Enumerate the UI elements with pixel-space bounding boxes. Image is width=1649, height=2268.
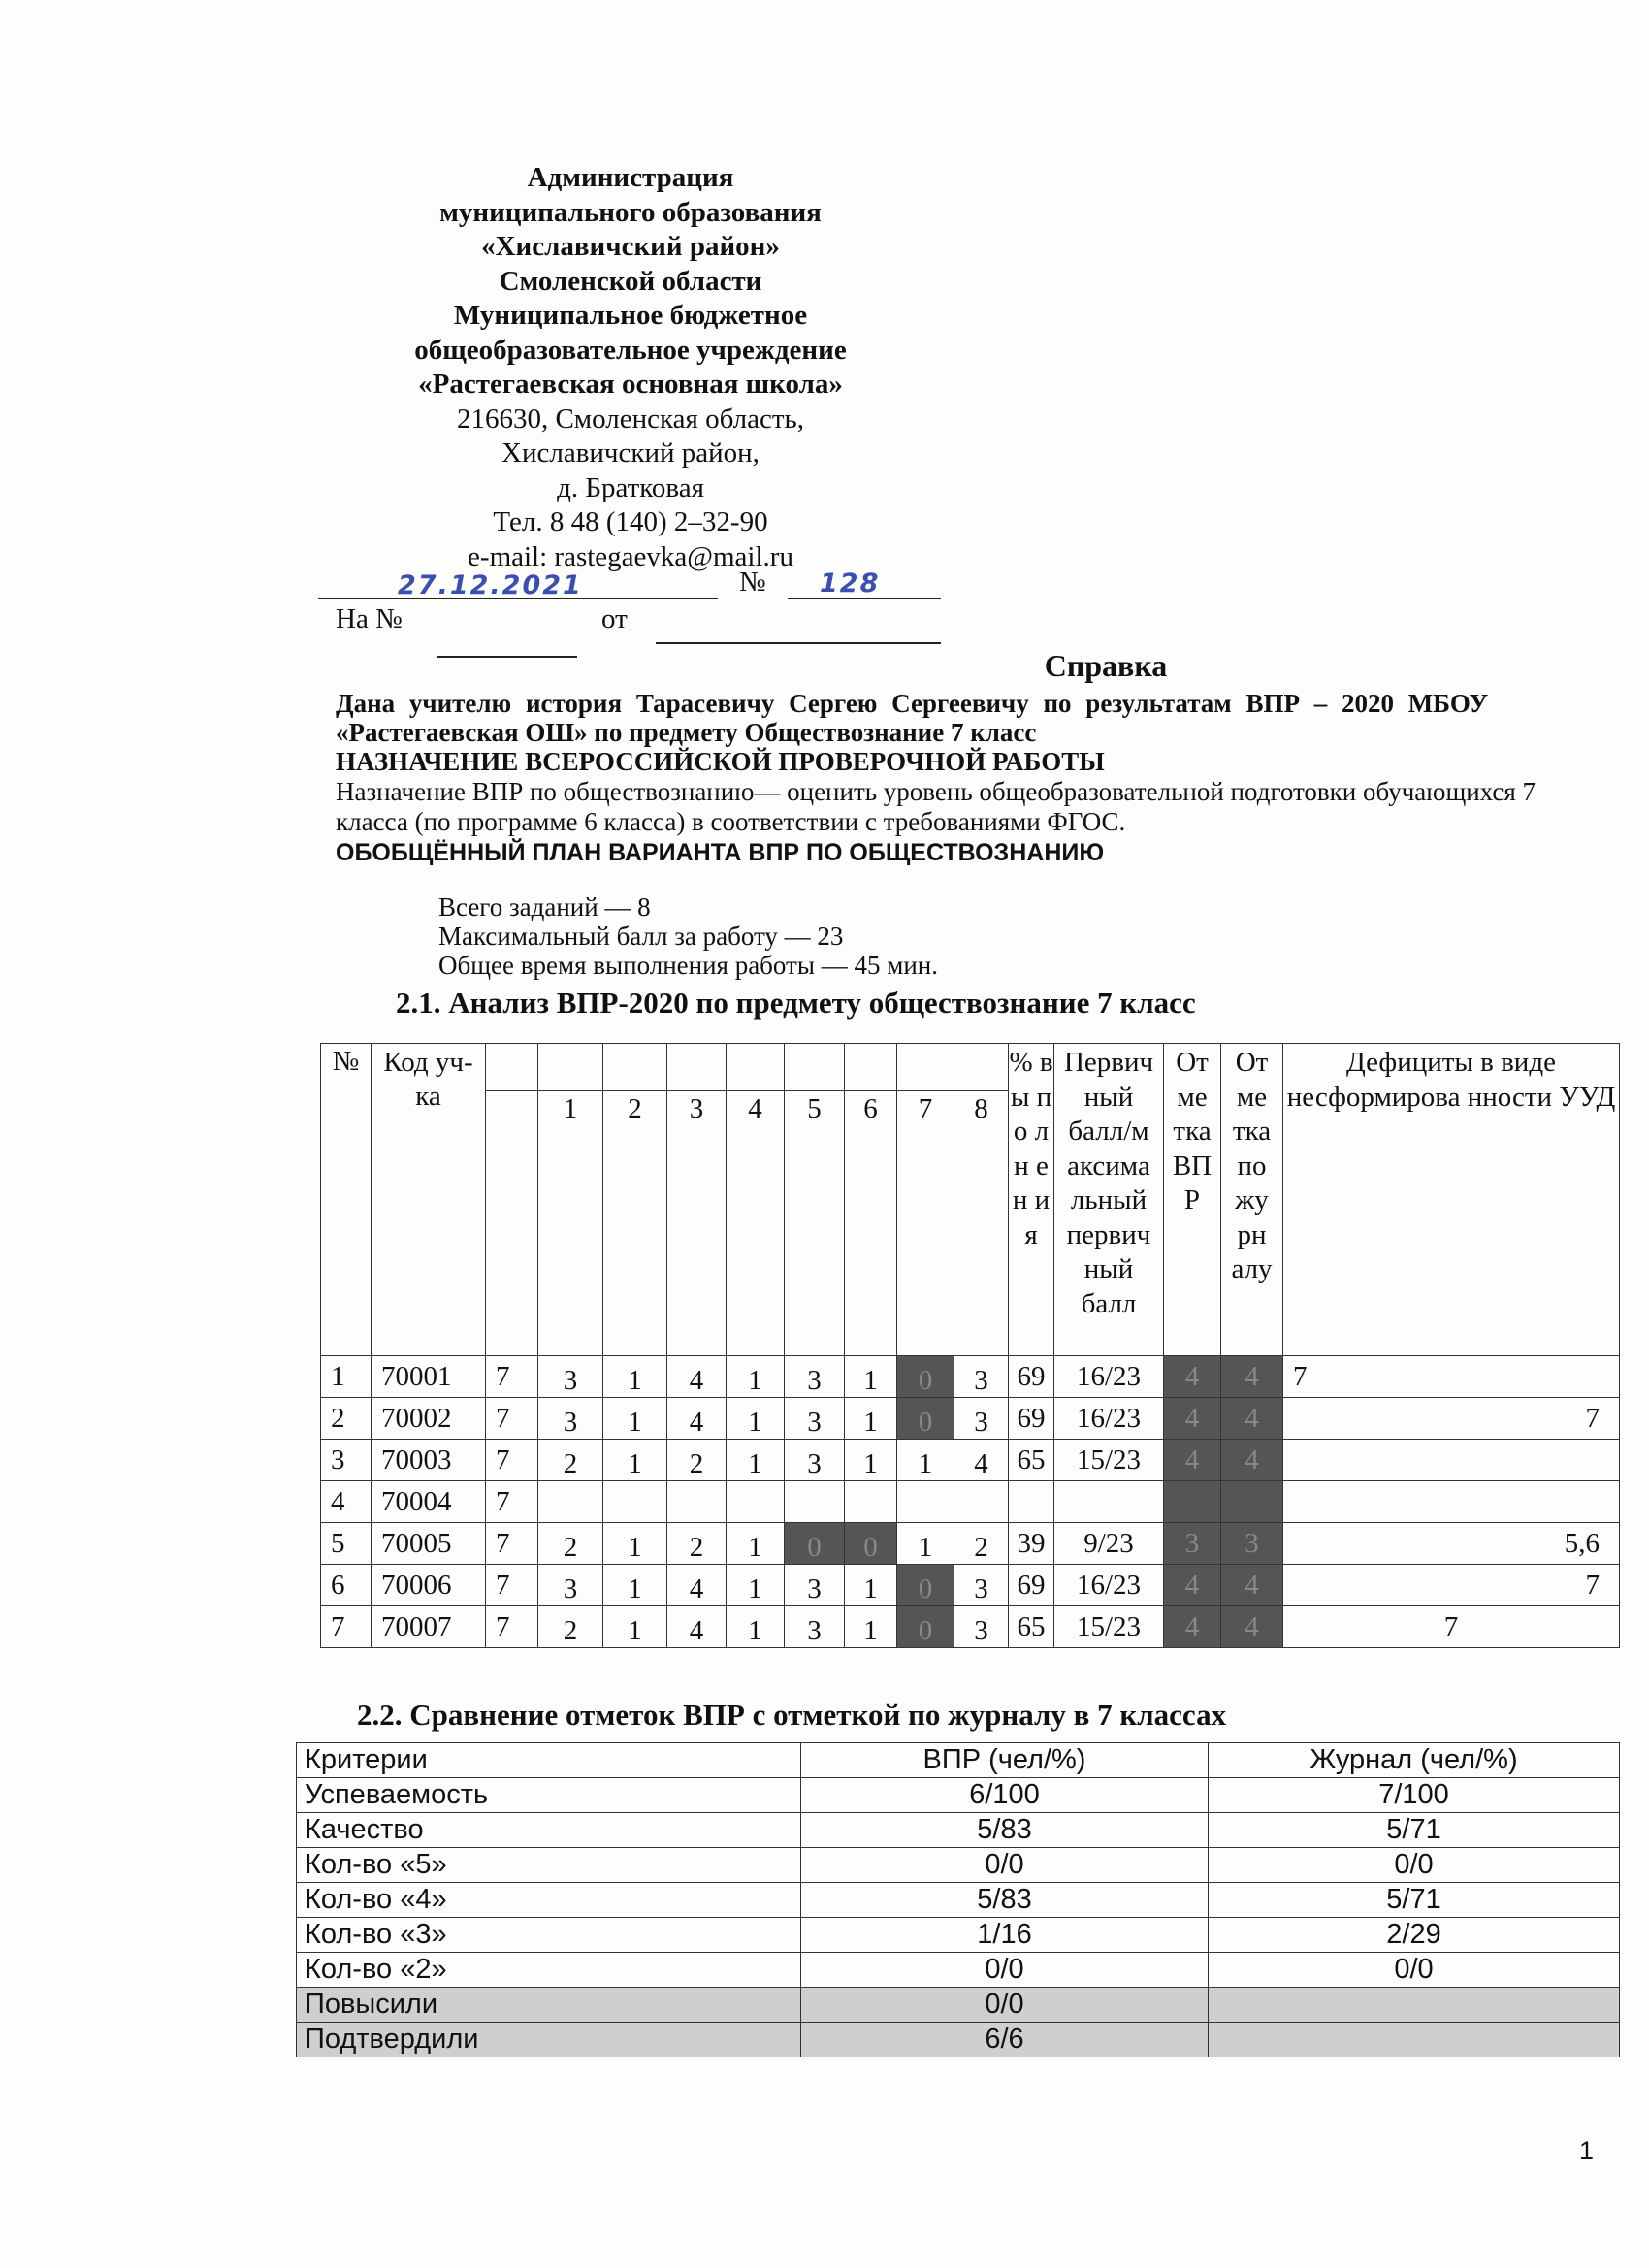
row-number-cell: 5 <box>321 1523 372 1565</box>
purpose-text: класса (по программе 6 класса) в соответствии с требованиями ФГОС. <box>336 807 1126 836</box>
class-cell: 7 <box>486 1356 538 1398</box>
col-deficits-header: Дефициты в виде несформирова нности УУД <box>1283 1044 1620 1356</box>
task-score-cell: 1 <box>845 1356 897 1398</box>
address-line: 216630, Смоленская область, <box>456 403 805 435</box>
vpr-value-cell: 6/6 <box>801 2023 1209 2057</box>
task-score-cell: 3 <box>785 1606 845 1648</box>
table-header-row <box>297 1743 1620 1778</box>
task-score-cell: 3 <box>785 1398 845 1440</box>
header-blank <box>486 1091 538 1356</box>
percent-cell: 65 <box>1009 1440 1054 1481</box>
date-underline <box>318 598 718 599</box>
task-score-cell <box>954 1481 1009 1523</box>
plan-item: Общее время выполнения работы — 45 мин. <box>438 951 938 980</box>
letterhead-line: «Хиславичский район» <box>481 231 780 262</box>
vpr-value-cell: 5/83 <box>801 1883 1209 1918</box>
task-score-cell: 1 <box>603 1356 667 1398</box>
page-number: 1 <box>1579 2136 1595 2165</box>
section-heading: 2.2. Сравнение отметок ВПР с отметкой по журналу в 7 классах <box>357 1698 1227 1732</box>
table-row <box>297 2023 1620 2057</box>
intro-line: «Растегаевская ОШ» по предмету Обществознание 7 класс <box>336 718 1037 747</box>
from-underline <box>656 642 941 644</box>
task-score-cell: 3 <box>785 1565 845 1606</box>
mark-vpr-cell: 3 <box>1164 1523 1221 1565</box>
primary-score-cell: 16/23 <box>1054 1398 1164 1440</box>
deficits-cell: 7 <box>1283 1398 1620 1440</box>
mark-journal-cell: 3 <box>1221 1523 1283 1565</box>
task-score-cell: 2 <box>538 1523 603 1565</box>
task-score-cell <box>538 1481 603 1523</box>
task-score-cell: 4 <box>667 1398 727 1440</box>
task-score-cell: 0 <box>897 1398 954 1440</box>
task-score-cell: 3 <box>954 1356 1009 1398</box>
task-score-cell: 1 <box>727 1565 785 1606</box>
class-cell: 7 <box>486 1481 538 1523</box>
task-score-cell: 2 <box>538 1440 603 1481</box>
vpr-value-cell: 0/0 <box>801 1953 1209 1988</box>
primary-score-cell: 15/23 <box>1054 1606 1164 1648</box>
task-score-cell: 1 <box>897 1440 954 1481</box>
from-label: от <box>601 603 628 634</box>
task-score-cell: 1 <box>727 1606 785 1648</box>
mark-vpr-cell: 4 <box>1164 1398 1221 1440</box>
task-score-cell: 1 <box>845 1398 897 1440</box>
criteria-cell: Подтвердили <box>297 2023 801 2057</box>
task-score-cell: 3 <box>538 1398 603 1440</box>
task-score-cell: 1 <box>727 1523 785 1565</box>
percent-cell: 69 <box>1009 1356 1054 1398</box>
number-underline <box>788 598 941 599</box>
deficits-cell <box>1283 1481 1620 1523</box>
journal-value-cell <box>1209 1988 1620 2023</box>
reply-label: На № <box>336 603 403 634</box>
table-row <box>321 1523 1620 1565</box>
header-blank <box>845 1044 897 1091</box>
task-score-cell: 1 <box>845 1606 897 1648</box>
task-score-cell: 3 <box>954 1565 1009 1606</box>
task-number: 4 <box>727 1091 785 1356</box>
header-blank <box>667 1044 727 1091</box>
table-row <box>321 1356 1620 1398</box>
task-score-cell: 1 <box>603 1440 667 1481</box>
vpr-results-table <box>320 1043 1620 1648</box>
table-row <box>297 1883 1620 1918</box>
task-score-cell: 4 <box>954 1440 1009 1481</box>
vpr-value-cell: 0/0 <box>801 1848 1209 1883</box>
task-number: 6 <box>845 1091 897 1356</box>
col-mark-journal-header: От ме тка по жу рн алу <box>1221 1044 1283 1356</box>
journal-value-cell: 2/29 <box>1209 1918 1620 1953</box>
vpr-value-cell: 5/83 <box>801 1813 1209 1848</box>
primary-score-cell: 9/23 <box>1054 1523 1164 1565</box>
vpr-value-cell: 6/100 <box>801 1778 1209 1813</box>
task-score-cell: 2 <box>667 1523 727 1565</box>
task-score-cell: 1 <box>845 1440 897 1481</box>
mark-journal-cell: 4 <box>1221 1398 1283 1440</box>
criteria-cell: Успеваемость <box>297 1778 801 1813</box>
deficits-cell <box>1283 1440 1620 1481</box>
task-score-cell: 4 <box>667 1565 727 1606</box>
table-row <box>297 1988 1620 2023</box>
table-row <box>321 1565 1620 1606</box>
row-number-cell: 3 <box>321 1440 372 1481</box>
percent-cell: 69 <box>1009 1398 1054 1440</box>
task-score-cell: 0 <box>897 1356 954 1398</box>
deficits-cell: 5,6 <box>1283 1523 1620 1565</box>
criteria-cell: Кол-во «5» <box>297 1848 801 1883</box>
journal-value-cell: 0/0 <box>1209 1848 1620 1883</box>
criteria-cell: Кол-во «2» <box>297 1953 801 1988</box>
task-score-cell: 4 <box>667 1606 727 1648</box>
student-code-cell: 70003 <box>372 1440 486 1481</box>
col-percent-header: % вы по лн ен ия <box>1009 1044 1054 1356</box>
mark-journal-cell: 4 <box>1221 1565 1283 1606</box>
deficits-cell: 7 <box>1283 1565 1620 1606</box>
percent-cell: 69 <box>1009 1565 1054 1606</box>
marks-comparison-table <box>296 1742 1620 2057</box>
task-number: 1 <box>538 1091 603 1356</box>
address-line: д. Братковая <box>557 471 704 503</box>
primary-score-cell: 16/23 <box>1054 1565 1164 1606</box>
student-code-cell: 70002 <box>372 1398 486 1440</box>
col-code-header: Код уч-ка <box>372 1044 486 1356</box>
journal-value-cell <box>1209 2023 1620 2057</box>
task-score-cell: 2 <box>538 1606 603 1648</box>
col-mark-vpr-header: От ме тка ВП Р <box>1164 1044 1221 1356</box>
table-row <box>321 1606 1620 1648</box>
student-code-cell: 70007 <box>372 1606 486 1648</box>
class-cell: 7 <box>486 1440 538 1481</box>
purpose-heading: НАЗНАЧЕНИЕ ВСЕРОССИЙСКОЙ ПРОВЕРОЧНОЙ РАБОТЫ <box>336 747 1105 776</box>
handwritten-date: 27.12.2021 <box>398 570 583 600</box>
intro-line: Дана учителю история Тарасевичу Сергею Сергеевичу по результатам ВПР – 2020 МБОУ <box>336 689 1489 718</box>
plan-heading: ОБОБЩЁННЫЙ ПЛАН ВАРИАНТА ВПР ПО ОБЩЕСТВОЗНАНИЮ <box>336 839 1105 866</box>
header-blank <box>785 1044 845 1091</box>
task-score-cell: 0 <box>785 1523 845 1565</box>
task-score-cell: 1 <box>727 1356 785 1398</box>
class-cell: 7 <box>486 1523 538 1565</box>
row-number-cell: 2 <box>321 1398 372 1440</box>
task-score-cell: 4 <box>667 1356 727 1398</box>
task-score-cell: 1 <box>727 1398 785 1440</box>
task-number: 7 <box>897 1091 954 1356</box>
plan-item: Всего заданий — 8 <box>438 892 651 922</box>
mark-vpr-cell: 4 <box>1164 1606 1221 1648</box>
task-score-cell: 1 <box>603 1606 667 1648</box>
criteria-header: Критерии <box>297 1743 801 1778</box>
header-blank <box>897 1044 954 1091</box>
task-score-cell <box>667 1481 727 1523</box>
table-row <box>321 1440 1620 1481</box>
task-score-cell: 0 <box>845 1523 897 1565</box>
header-blank <box>486 1044 538 1091</box>
task-score-cell: 2 <box>954 1523 1009 1565</box>
task-number: 2 <box>603 1091 667 1356</box>
row-number-cell: 7 <box>321 1606 372 1648</box>
journal-value-cell: 5/71 <box>1209 1883 1620 1918</box>
task-score-cell: 3 <box>785 1440 845 1481</box>
deficits-cell: 7 <box>1283 1356 1620 1398</box>
vpr-value-cell: 1/16 <box>801 1918 1209 1953</box>
section-heading: 2.1. Анализ ВПР-2020 по предмету обществознание 7 класс <box>396 986 1196 1020</box>
row-number-cell: 1 <box>321 1356 372 1398</box>
mark-journal-cell: 4 <box>1221 1440 1283 1481</box>
task-score-cell: 1 <box>897 1523 954 1565</box>
task-score-cell: 0 <box>897 1606 954 1648</box>
task-score-cell: 0 <box>897 1565 954 1606</box>
table-row <box>297 1953 1620 1988</box>
row-number-cell: 6 <box>321 1565 372 1606</box>
letterhead-line: Смоленской области <box>499 265 762 297</box>
task-score-cell: 1 <box>603 1398 667 1440</box>
task-score-cell: 1 <box>727 1440 785 1481</box>
mark-vpr-cell: 4 <box>1164 1565 1221 1606</box>
handwritten-number: 128 <box>820 568 881 599</box>
task-score-cell: 3 <box>954 1398 1009 1440</box>
primary-score-cell: 15/23 <box>1054 1440 1164 1481</box>
document-title: Справка <box>1044 648 1168 683</box>
header-blank <box>727 1044 785 1091</box>
task-score-cell: 1 <box>603 1523 667 1565</box>
task-score-cell <box>785 1481 845 1523</box>
criteria-cell: Качество <box>297 1813 801 1848</box>
journal-value-cell: 0/0 <box>1209 1953 1620 1988</box>
table-row <box>297 1778 1620 1813</box>
plan-item: Максимальный балл за работу — 23 <box>438 922 844 951</box>
table-header-row <box>321 1044 1620 1091</box>
letterhead-line: Муниципальное бюджетное <box>453 300 808 331</box>
letterhead-line: «Растегаевская основная школа» <box>418 369 843 400</box>
table-row <box>297 1813 1620 1848</box>
task-score-cell: 3 <box>538 1565 603 1606</box>
header-blank <box>954 1044 1009 1091</box>
student-code-cell: 70006 <box>372 1565 486 1606</box>
task-score-cell: 1 <box>603 1565 667 1606</box>
class-cell: 7 <box>486 1565 538 1606</box>
vpr-header: ВПР (чел/%) <box>801 1743 1209 1778</box>
student-code-cell: 70005 <box>372 1523 486 1565</box>
marks-comparison-body <box>297 1778 1620 2057</box>
task-score-cell <box>897 1481 954 1523</box>
letterhead-line: муниципального образования <box>439 196 822 228</box>
letterhead-line: общеобразовательное учреждение <box>414 334 847 366</box>
task-number: 8 <box>954 1091 1009 1356</box>
class-cell: 7 <box>486 1606 538 1648</box>
mark-vpr-cell: 4 <box>1164 1356 1221 1398</box>
task-score-cell: 2 <box>667 1440 727 1481</box>
task-number: 5 <box>785 1091 845 1356</box>
vpr-value-cell: 0/0 <box>801 1988 1209 2023</box>
table-row <box>297 1918 1620 1953</box>
deficits-cell: 7 <box>1283 1606 1620 1648</box>
task-score-cell: 3 <box>538 1356 603 1398</box>
primary-score-cell: 16/23 <box>1054 1356 1164 1398</box>
criteria-cell: Кол-во «3» <box>297 1918 801 1953</box>
class-cell: 7 <box>486 1398 538 1440</box>
number-sign: № <box>739 567 766 598</box>
table-row <box>321 1481 1620 1523</box>
task-score-cell: 3 <box>785 1356 845 1398</box>
task-score-cell <box>845 1481 897 1523</box>
primary-score-cell <box>1054 1481 1164 1523</box>
header-blank <box>538 1044 603 1091</box>
task-score-cell <box>727 1481 785 1523</box>
table-row <box>321 1398 1620 1440</box>
address-line: Хиславичский район, <box>501 437 760 469</box>
email-line: e-mail: rastegaevka@mail.ru <box>468 540 793 572</box>
purpose-text: Назначение ВПР по обществознанию— оценить уровень общеобразовательной подготовки обучающихся 7 <box>336 777 1536 806</box>
student-code-cell: 70004 <box>372 1481 486 1523</box>
phone-line: Тел. 8 48 (140) 2–32-90 <box>493 506 768 537</box>
journal-header: Журнал (чел/%) <box>1209 1743 1620 1778</box>
percent-cell: 65 <box>1009 1606 1054 1648</box>
mark-vpr-cell: 4 <box>1164 1440 1221 1481</box>
student-code-cell: 70001 <box>372 1356 486 1398</box>
mark-vpr-cell <box>1164 1481 1221 1523</box>
criteria-cell: Повысили <box>297 1988 801 2023</box>
table-row <box>297 1848 1620 1883</box>
header-blank <box>603 1044 667 1091</box>
task-number: 3 <box>667 1091 727 1356</box>
mark-journal-cell <box>1221 1481 1283 1523</box>
mark-journal-cell: 4 <box>1221 1606 1283 1648</box>
percent-cell <box>1009 1481 1054 1523</box>
letterhead-line: Администрация <box>527 162 734 193</box>
task-score-cell: 1 <box>845 1565 897 1606</box>
col-num-header: № <box>321 1044 372 1356</box>
journal-value-cell: 5/71 <box>1209 1813 1620 1848</box>
letterhead <box>320 161 941 574</box>
row-number-cell: 4 <box>321 1481 372 1523</box>
vpr-results-body <box>321 1356 1620 1648</box>
mark-journal-cell: 4 <box>1221 1356 1283 1398</box>
task-score-cell: 3 <box>954 1606 1009 1648</box>
percent-cell: 39 <box>1009 1523 1054 1565</box>
journal-value-cell: 7/100 <box>1209 1778 1620 1813</box>
task-score-cell <box>603 1481 667 1523</box>
criteria-cell: Кол-во «4» <box>297 1883 801 1918</box>
col-primary-header: Первич ный балл/м аксима льный первич ный балл <box>1054 1044 1164 1356</box>
